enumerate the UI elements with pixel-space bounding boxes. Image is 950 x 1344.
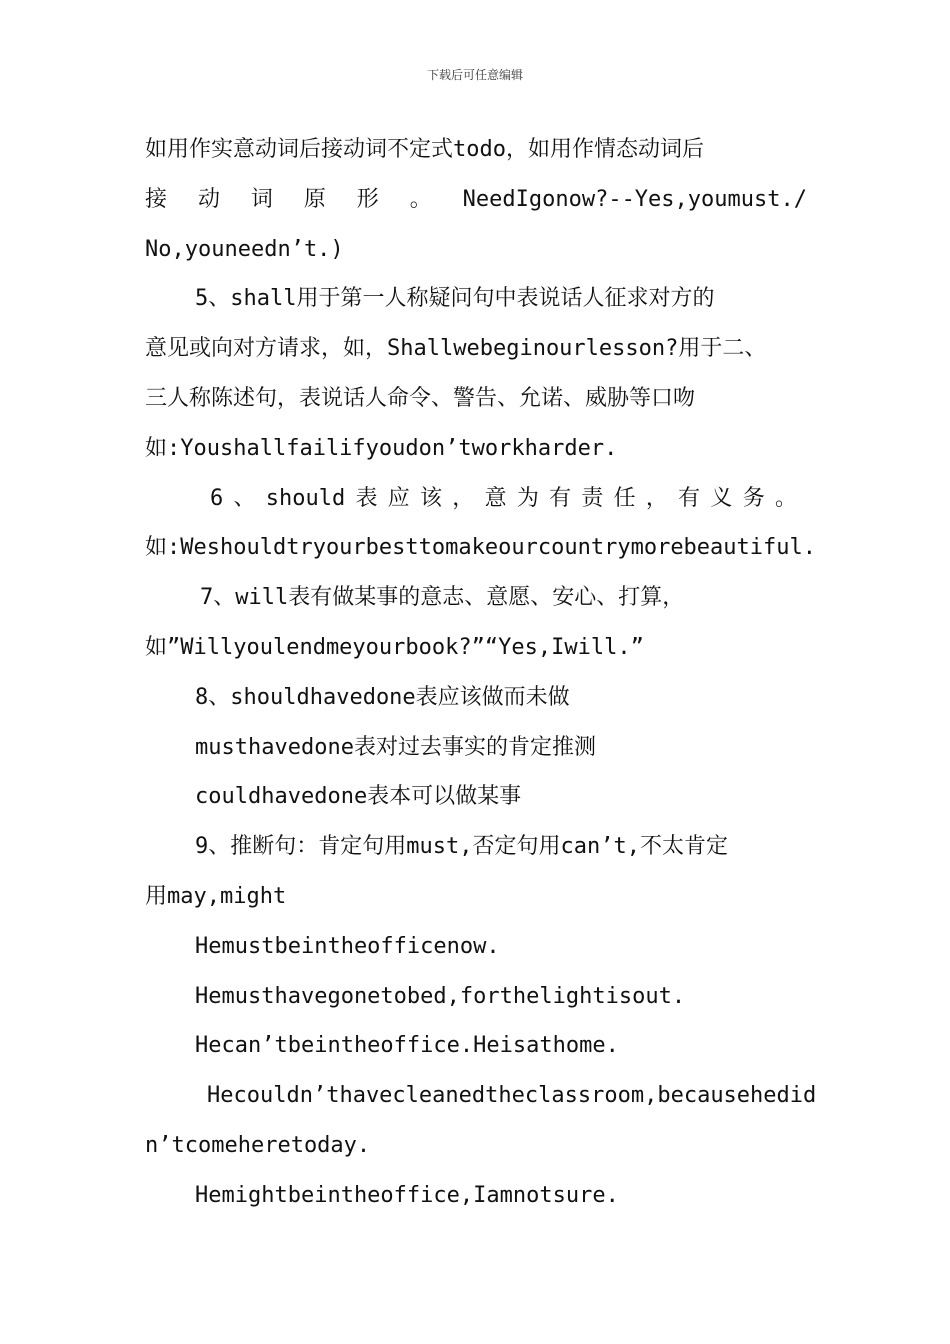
- text-line-18: Hemusthavegonetobed,forthelightisout.: [195, 984, 686, 1009]
- text-line-8-part: ，: [645, 486, 668, 511]
- text-line-8-part: 责: [581, 486, 604, 511]
- text-line-2-part: 。: [409, 187, 432, 212]
- text-line-8-part: 任: [613, 486, 636, 511]
- text-line-21: n’tcomeheretoday.: [145, 1133, 371, 1158]
- text-line-6: 三人称陈述句，表说话人命令、警告、允诺、威胁等口吻: [145, 386, 696, 411]
- text-line-8-part: 。: [774, 486, 797, 511]
- text-line-8: [210, 484, 797, 514]
- text-line-8-part: 该: [420, 486, 443, 511]
- text-line-8-part: 、: [233, 486, 256, 511]
- text-line-2-part: 接: [145, 187, 168, 212]
- text-line-10: 7、will表有做某事的意志、意愿、安心、打算，: [200, 585, 685, 610]
- text-line-2: [145, 185, 807, 215]
- text-line-22: Hemightbeintheoffice,Iamnotsure.: [195, 1183, 619, 1208]
- text-line-2-part: 动: [197, 187, 220, 212]
- text-line-2-part: 原: [303, 187, 326, 212]
- text-line-8-part: 表: [355, 486, 378, 511]
- page-header: 下载后可任意编辑: [426, 68, 523, 82]
- text-line-3: No,youneedn’t.): [145, 237, 344, 262]
- text-line-5: 意见或向对方请求，如，Shallwebeginourlesson?用于二、: [145, 336, 767, 361]
- text-line-2-part: 词: [250, 187, 273, 212]
- text-line-7: 如:Youshallfailifyoudon’tworkharder.: [145, 436, 618, 461]
- text-line-9: 如:Weshouldtryourbesttomakeourcountrymorebeautiful.: [145, 535, 817, 560]
- text-line-8-part: 6: [210, 486, 224, 511]
- text-line-8-part: 意: [484, 486, 507, 511]
- text-line-8-part: 义: [710, 486, 733, 511]
- text-line-4: 5、shall用于第一人称疑问句中表说话人征求对方的: [195, 286, 715, 311]
- text-line-8-part: 有: [549, 486, 572, 511]
- text-line-8-part: 应: [387, 486, 410, 511]
- text-line-11: 如”Willyoulendmeyourbook?”“Yes,Iwill.”: [145, 635, 644, 660]
- text-line-2-part: 形: [356, 187, 379, 212]
- text-line-14: couldhavedone表本可以做某事: [195, 784, 522, 809]
- text-line-12: 8、shouldhavedone表应该做而未做: [195, 685, 570, 710]
- text-line-19: Hecan’tbeintheoffice.Heisathome.: [195, 1033, 619, 1058]
- text-line-16: 用may,might: [145, 884, 287, 909]
- text-line-8-part: 有: [678, 486, 701, 511]
- text-line-8-part: ，: [452, 486, 475, 511]
- text-line-8-part: 务: [742, 486, 765, 511]
- text-line-8-part: 为: [516, 486, 539, 511]
- text-line-2-part: NeedIgonow?--Yes,youmust./: [462, 187, 807, 212]
- text-line-13: musthavedone表对过去事实的肯定推测: [195, 735, 596, 760]
- text-line-8-part: should: [265, 486, 346, 511]
- text-line-1: 如用作实意动词后接动词不定式todo，如用作情态动词后: [145, 137, 704, 162]
- text-line-17: Hemustbeintheofficenow.: [195, 934, 500, 959]
- text-line-15: 9、推断句：肯定句用must,否定句用can’t,不太肯定: [195, 834, 728, 859]
- text-line-20: Hecouldn’thavecleanedtheclassroom,becausehedid: [207, 1083, 817, 1108]
